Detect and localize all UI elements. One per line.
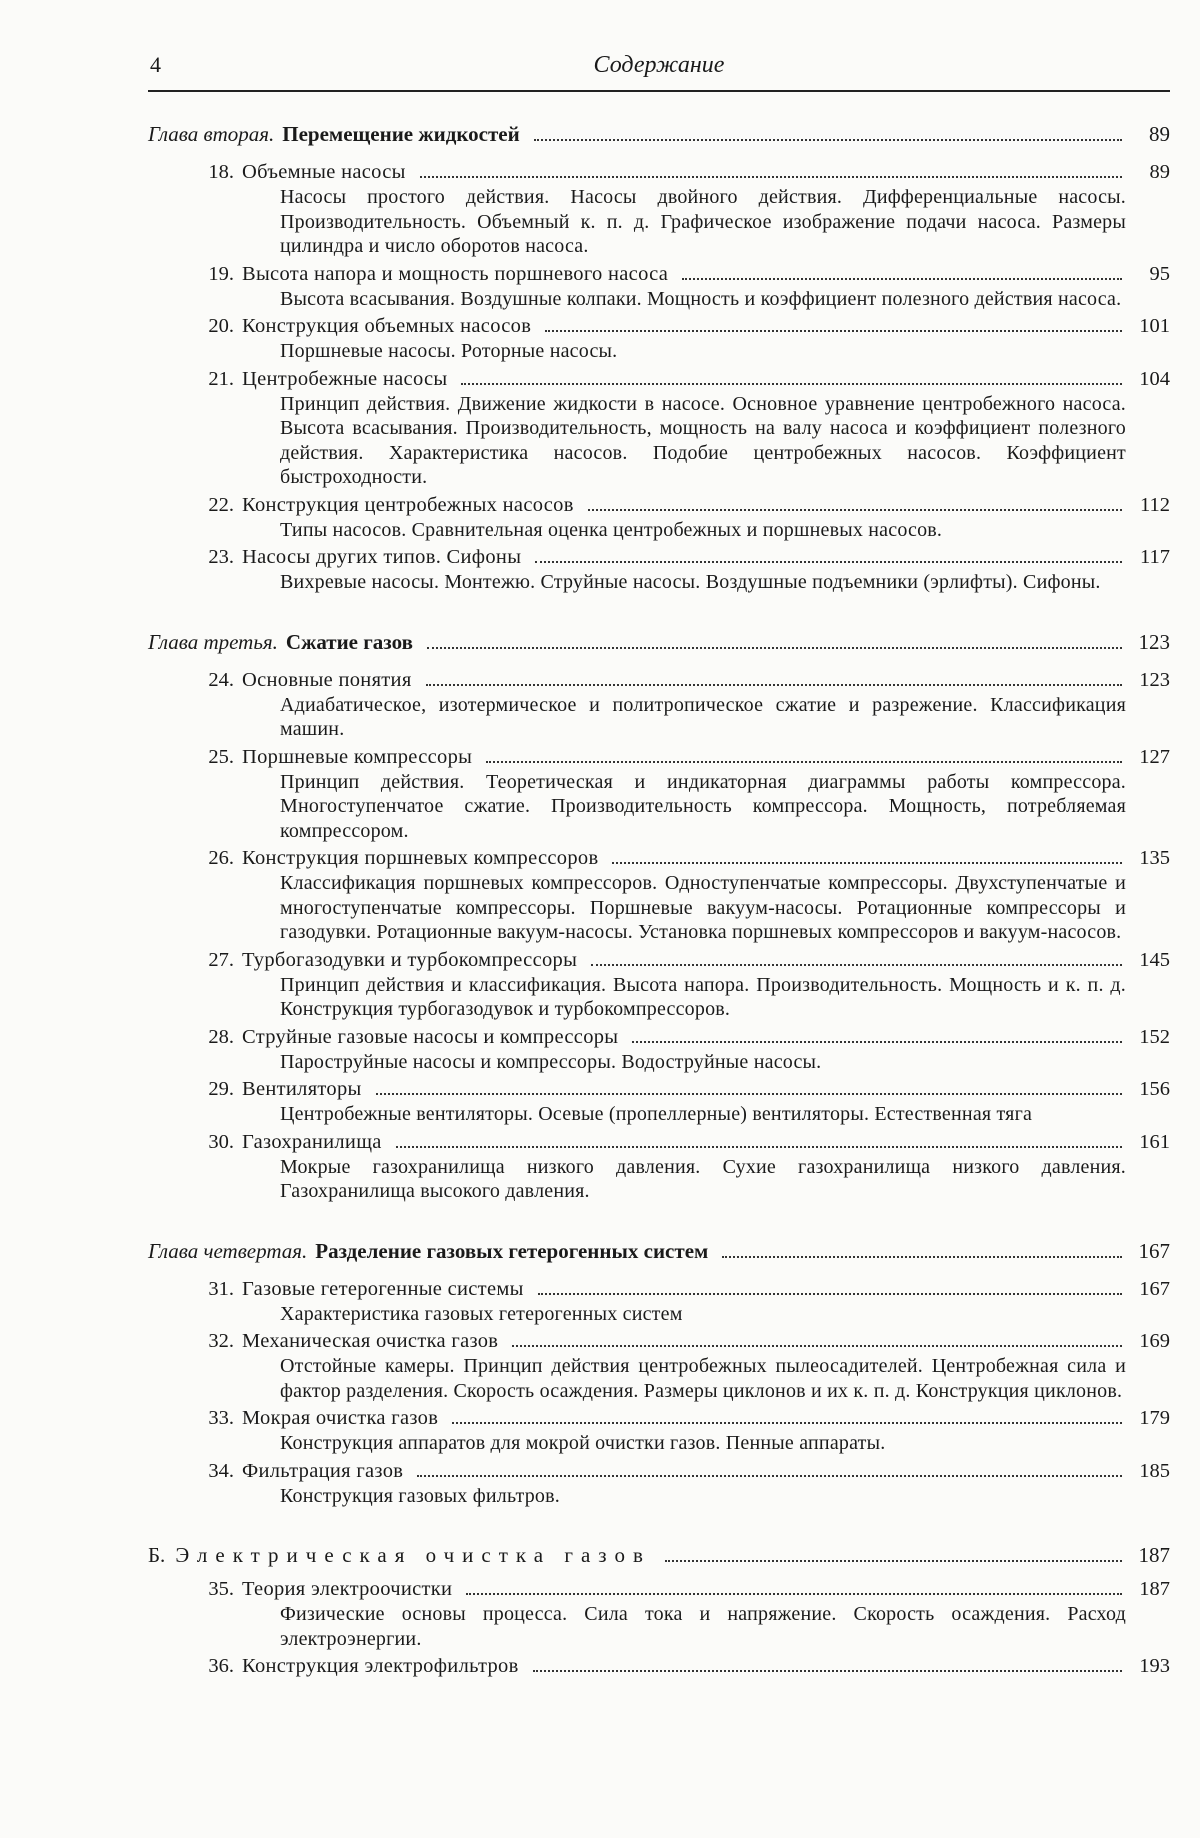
toc-entry-line <box>196 1406 1170 1431</box>
dot-leader <box>452 1422 1122 1424</box>
toc-entry <box>196 493 1170 543</box>
section-page: 112 <box>1140 493 1170 516</box>
section-number: 34. <box>208 1459 234 1482</box>
dot-leader <box>632 1041 1122 1043</box>
toc-entry <box>196 745 1170 844</box>
section-number: 21. <box>208 367 234 390</box>
section-description: Пароструйные насосы и компрессоры. Водоструйные насосы. <box>280 1050 822 1073</box>
section-title: Объемные насосы <box>242 161 406 183</box>
section-description: Поршневые насосы. Роторные насосы. <box>280 340 618 362</box>
chapter-label: Глава третья. <box>148 629 278 654</box>
section-page: 123 <box>1139 668 1170 691</box>
section-title: Механическая очистка газов <box>242 1330 499 1352</box>
chapter-heading <box>148 1237 1170 1265</box>
dot-leader <box>591 964 1122 966</box>
dot-leader <box>486 761 1122 763</box>
section-number: 36. <box>208 1655 234 1677</box>
section-page: 101 <box>1139 315 1170 337</box>
section-title: Основные понятия <box>242 668 412 691</box>
toc-entry <box>196 160 1170 259</box>
toc-entry-line <box>196 367 1170 392</box>
dot-leader <box>417 1475 1122 1477</box>
section-number: 22. <box>208 493 234 516</box>
section-description: Центробежные вентиляторы. Осевые (пропеллерные) вентиляторы. Естественная тяга <box>280 1103 1033 1125</box>
section-page: 117 <box>1140 546 1170 568</box>
dot-leader <box>461 383 1122 385</box>
section-title: Конструкция объемных насосов <box>242 315 532 337</box>
chapter-title: Разделение газовых гетерогенных систем <box>315 1238 709 1263</box>
subsection-letter: Б. <box>148 1543 166 1567</box>
section-number: 20. <box>208 315 234 337</box>
section-number: 26. <box>208 847 234 869</box>
toc-entry-line <box>196 1277 1170 1302</box>
chapter-page: 167 <box>1138 1238 1170 1263</box>
section-page: 152 <box>1139 1025 1170 1048</box>
section-number: 32. <box>208 1330 234 1352</box>
section-number: 28. <box>208 1025 234 1048</box>
section-number: 29. <box>208 1078 234 1100</box>
section-page: 179 <box>1139 1407 1170 1429</box>
section-page: 185 <box>1139 1459 1170 1482</box>
section-page: 135 <box>1139 847 1170 869</box>
section-page: 95 <box>1149 262 1170 285</box>
dot-leader <box>535 561 1122 563</box>
chapter-page: 123 <box>1138 629 1170 654</box>
section-description: Мокрые газохранилища низкого давления. Сухие газохранилища низкого давления. Газохранилища высокого давления. <box>280 1155 1126 1202</box>
page-number: 4 <box>150 52 161 77</box>
section-number: 35. <box>208 1578 234 1600</box>
section-title: Центробежные насосы <box>242 367 448 390</box>
dot-leader <box>512 1345 1122 1347</box>
section-title: Теория электроочистки <box>242 1578 453 1600</box>
section-number: 30. <box>208 1130 234 1153</box>
section-page: 187 <box>1139 1578 1170 1600</box>
chapter-gap <box>148 1207 1170 1237</box>
dot-leader <box>427 647 1122 649</box>
toc-entry <box>196 948 1170 1022</box>
chapter-heading <box>148 628 1170 656</box>
section-title: Конструкция электрофильтров <box>242 1655 519 1677</box>
dot-leader <box>665 1560 1122 1562</box>
dot-leader <box>466 1593 1122 1595</box>
section-page: 89 <box>1149 161 1170 183</box>
toc-entry-line <box>196 668 1170 693</box>
section-page: 127 <box>1139 745 1170 768</box>
section-gap <box>148 1511 1170 1529</box>
section-title: Конструкция поршневых компрессоров <box>242 847 599 869</box>
section-description: Высота всасывания. Воздушные колпаки. Мощность и коэффициент полезного действия насоса. <box>280 287 1122 310</box>
toc-entry <box>196 1077 1170 1127</box>
toc-entry-line <box>196 262 1170 287</box>
toc-entry <box>196 1406 1170 1456</box>
section-title: Конструкция центробежных насосов <box>242 493 574 516</box>
dot-leader <box>588 509 1122 511</box>
dot-leader <box>426 684 1122 686</box>
chapter-heading <box>148 120 1170 148</box>
dot-leader <box>545 330 1122 332</box>
dot-leader <box>682 278 1122 280</box>
section-description: Характеристика газовых гетерогенных систем <box>280 1302 683 1325</box>
toc-entry-line <box>196 314 1170 339</box>
section-title: Высота напора и мощность поршневого насоса <box>242 262 669 285</box>
toc-entry <box>196 545 1170 595</box>
section-description: Насосы простого действия. Насосы двойного действия. Дифференциальные насосы. Производительность. Объемный к. п. д. Графическое изображение подачи насоса. Размеры цилиндра и число оборотов насоса. <box>280 186 1126 257</box>
toc-entry <box>196 846 1170 945</box>
section-number: 19. <box>208 262 234 285</box>
section-title: Вентиляторы <box>242 1078 362 1100</box>
table-of-contents <box>148 120 1170 1682</box>
toc-entry <box>196 1577 1170 1651</box>
section-description: Принцип действия. Движение жидкости в насосе. Основное уравнение центробежного насоса. Высота всасывания. Производительность, мощность на валу насоса и коэффициент полезного действия. Характеристика насосов. Подобие центробежных насосов. Коэффициент быстроходности. <box>280 392 1126 488</box>
section-description: Физические основы процесса. Сила тока и напряжение. Скорость осаждения. Расход электроэнергии. <box>280 1603 1126 1650</box>
section-page: 104 <box>1139 367 1170 390</box>
dot-leader <box>612 862 1122 864</box>
section-number: 18. <box>208 161 234 183</box>
toc-entry-line <box>196 1077 1170 1102</box>
section-page: 145 <box>1139 948 1170 971</box>
section-title: Газохранилища <box>242 1130 382 1153</box>
section-number: 24. <box>208 668 234 691</box>
section-page: 156 <box>1139 1078 1170 1100</box>
subsection-page: 187 <box>1138 1543 1170 1567</box>
section-description: Адиабатическое, изотермическое и политропическое сжатие и разрежение. Классификация машин. <box>280 693 1126 740</box>
section-number: 25. <box>208 745 234 768</box>
section-number: 33. <box>208 1407 234 1429</box>
toc-entry-line <box>196 948 1170 973</box>
chapter-label: Глава четвертая. <box>148 1238 308 1263</box>
toc-entry <box>196 1025 1170 1075</box>
toc-entry-line <box>196 846 1170 871</box>
chapter-label: Глава вторая. <box>148 122 275 146</box>
toc-entry <box>196 1130 1170 1204</box>
toc-entry-line <box>196 1329 1170 1354</box>
toc-entry-line <box>196 745 1170 770</box>
section-number: 27. <box>208 948 234 971</box>
toc-entry <box>196 1329 1170 1403</box>
toc-entry-line <box>196 545 1170 570</box>
dot-leader <box>376 1093 1122 1095</box>
section-page: 167 <box>1139 1277 1170 1300</box>
section-title: Насосы других типов. Сифоны <box>242 546 522 568</box>
dot-leader <box>534 139 1122 141</box>
toc-entry <box>196 367 1170 490</box>
section-title: Струйные газовые насосы и компрессоры <box>242 1025 619 1048</box>
section-description: Классификация поршневых компрессоров. Одноступенчатые компрессоры. Двухступенчатые и многоступенчатые компрессоры. Поршневые вакуум-насосы. Ротационные компрессоры и газодувки. Ротационные вакуум-насосы. Установка поршневых компрессоров и вакуум-насосов. <box>280 872 1126 943</box>
section-description: Типы насосов. Сравнительная оценка центробежных и поршневых насосов. <box>280 518 943 541</box>
subsection-title: Электрическая очистка газов <box>175 1543 651 1567</box>
toc-entry <box>196 1459 1170 1509</box>
chapter-title: Перемещение жидкостей <box>282 122 520 146</box>
chapter-title: Сжатие газов <box>285 629 413 654</box>
page-header <box>148 50 1170 92</box>
section-title: Мокрая очистка газов <box>242 1407 439 1429</box>
section-description: Вихревые насосы. Монтежю. Струйные насосы. Воздушные подъемники (эрлифты). Сифоны. <box>280 571 1101 593</box>
toc-entry-line <box>196 1654 1170 1679</box>
section-title: Поршневые компрессоры <box>242 745 473 768</box>
section-title: Газовые гетерогенные системы <box>242 1277 524 1300</box>
toc-entry <box>196 1277 1170 1327</box>
toc-entry-line <box>196 160 1170 185</box>
toc-entry-line <box>196 1459 1170 1484</box>
chapter-gap <box>148 598 1170 628</box>
subsection-heading <box>148 1541 1170 1569</box>
section-description: Конструкция газовых фильтров. <box>280 1484 560 1507</box>
dot-leader <box>396 1146 1122 1148</box>
section-title: Турбогазодувки и турбокомпрессоры <box>242 948 578 971</box>
section-description: Принцип действия и классификация. Высота напора. Производительность. Мощность и к. п. д. Конструкция турбогазодувок и турбокомпрессоров. <box>280 973 1126 1020</box>
chapter-page: 89 <box>1149 122 1170 146</box>
section-description: Конструкция аппаратов для мокрой очистки газов. Пенные аппараты. <box>280 1432 886 1454</box>
toc-entry <box>196 262 1170 312</box>
section-number: 31. <box>208 1277 234 1300</box>
running-title: Содержание <box>593 52 725 78</box>
section-number: 23. <box>208 546 234 568</box>
section-title: Фильтрация газов <box>242 1459 404 1482</box>
toc-entry <box>196 668 1170 742</box>
toc-entry-line <box>196 493 1170 518</box>
dot-leader <box>420 176 1122 178</box>
section-description: Отстойные камеры. Принцип действия центробежных пылеосадителей. Центробежная сила и фактор разделения. Скорость осаждения. Размеры циклонов и их к. п. д. Конструкция циклонов. <box>280 1355 1126 1402</box>
toc-entry-line <box>196 1025 1170 1050</box>
toc-entry-line <box>196 1577 1170 1602</box>
dot-leader <box>533 1670 1122 1672</box>
section-page: 169 <box>1139 1330 1170 1352</box>
section-page: 193 <box>1139 1655 1170 1677</box>
toc-entry-line <box>196 1130 1170 1155</box>
dot-leader <box>538 1293 1122 1295</box>
dot-leader <box>722 1256 1122 1258</box>
section-page: 161 <box>1139 1130 1170 1153</box>
section-description: Принцип действия. Теоретическая и индикаторная диаграммы работы компрессора. Многоступенчатое сжатие. Производительность компрессора. Мощность, потребляемая компрессором. <box>280 770 1126 842</box>
toc-entry <box>196 1654 1170 1679</box>
toc-entry <box>196 314 1170 364</box>
